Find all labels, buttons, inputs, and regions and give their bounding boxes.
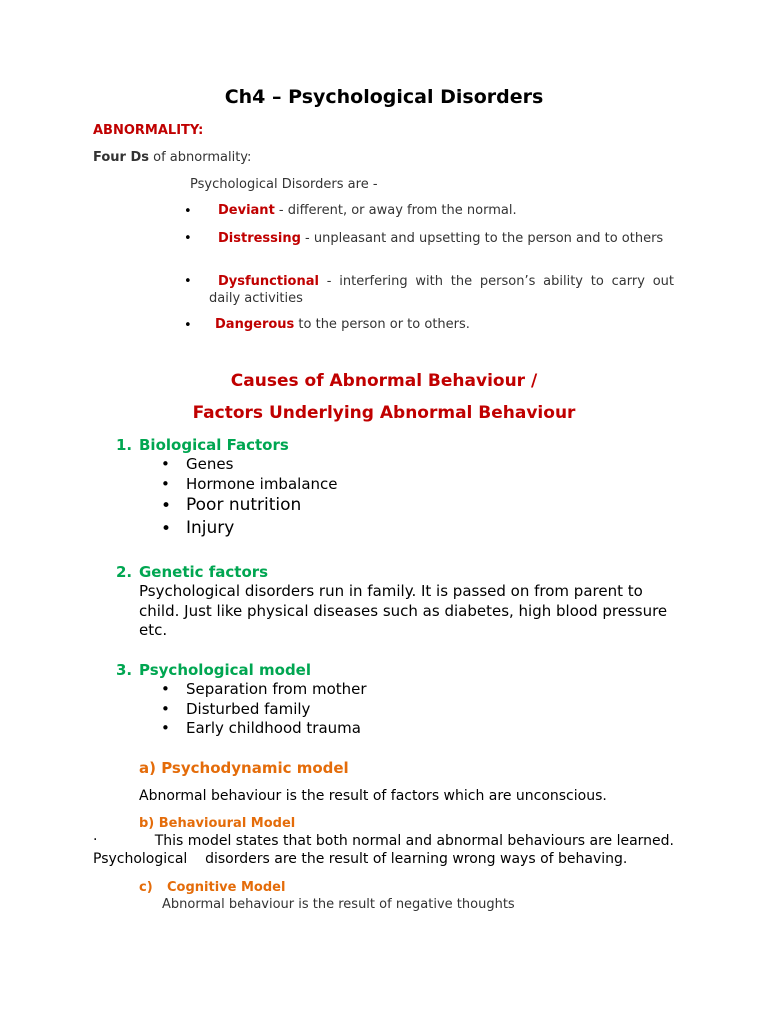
- d-item-dysfunctional: [209, 273, 674, 307]
- list-item: Separation from mother: [186, 680, 367, 698]
- model-text-psychodynamic: Abnormal behaviour is the result of factors which are unconscious.: [139, 788, 607, 804]
- list-item: Hormone imbalance: [186, 475, 338, 493]
- bullet-icon: •: [184, 318, 192, 333]
- model-label-behavioural: b) Behavioural Model: [139, 816, 296, 831]
- bullet-icon: •: [161, 719, 170, 737]
- section-title-psychological: Psychological model: [139, 661, 312, 679]
- bullet-icon: •: [184, 274, 192, 289]
- causes-heading-2: Factors Underlying Abnormal Behaviour: [192, 403, 576, 423]
- bullet-icon: •: [161, 700, 170, 718]
- d-desc: - interfering with the person’s ability to carry out daily activities: [209, 274, 674, 306]
- four-ds-rest: of abnormality:: [149, 150, 252, 165]
- model-text-behavioural-1: This model states that both normal and abnormal behaviours are learned.: [154, 833, 674, 849]
- d-item-dangerous: [215, 317, 470, 332]
- intro-text: Psychological Disorders are -: [190, 177, 378, 192]
- model-label-psychodynamic: a) Psychodynamic model: [139, 759, 349, 777]
- four-ds-line: [93, 150, 251, 165]
- d-term: Distressing: [218, 231, 301, 246]
- bullet-icon: •: [184, 204, 192, 219]
- abnormality-heading: ABNORMALITY:: [93, 123, 204, 138]
- bullet-icon: •: [161, 475, 170, 493]
- list-item: Poor nutrition: [186, 495, 302, 515]
- list-item: Disturbed family: [186, 700, 311, 718]
- model-text-behavioural-2: Psychological disorders are the result of learning wrong ways of behaving.: [93, 851, 628, 867]
- bullet-icon: •: [161, 680, 170, 698]
- bullet-icon: •: [184, 231, 192, 246]
- bullet-icon: •: [161, 519, 172, 539]
- model-letter-cognitive: c): [139, 880, 153, 895]
- model-label-cognitive: Cognitive Model: [167, 880, 286, 895]
- list-item: Genes: [186, 455, 234, 473]
- d-term: Dangerous: [215, 317, 295, 332]
- page-title: Ch4 – Psychological Disorders: [224, 86, 544, 108]
- four-ds-bold: Four Ds: [93, 150, 150, 165]
- list-item: Injury: [186, 518, 235, 538]
- d-desc: - unpleasant and upsetting to the person and to others: [300, 231, 664, 246]
- causes-heading-1: Causes of Abnormal Behaviour /: [230, 371, 538, 391]
- model-text-cognitive: Abnormal behaviour is the result of negative thoughts: [162, 897, 515, 912]
- d-desc: - different, or away from the normal.: [274, 203, 517, 218]
- bullet-icon: •: [161, 496, 172, 516]
- section-title-genetic: Genetic factors: [139, 563, 269, 581]
- d-term: Dysfunctional: [218, 274, 319, 289]
- list-item: Early childhood trauma: [186, 719, 361, 737]
- d-item-deviant: [218, 203, 517, 218]
- section-number: 1.: [116, 436, 133, 454]
- section-title-biological: Biological Factors: [139, 436, 289, 454]
- bullet-icon: •: [161, 455, 170, 473]
- d-desc: to the person or to others.: [294, 317, 470, 332]
- d-term: Deviant: [218, 203, 275, 218]
- genetic-text: Psychological disorders run in family. It is passed on from parent to child. Just like physical diseases such as diabetes, high blood pressure etc.: [139, 582, 668, 639]
- section-number: 2.: [116, 563, 133, 581]
- d-item-distressing: [209, 230, 674, 247]
- section-number: 3.: [116, 661, 133, 679]
- behavioural-marker: ·: [93, 832, 98, 848]
